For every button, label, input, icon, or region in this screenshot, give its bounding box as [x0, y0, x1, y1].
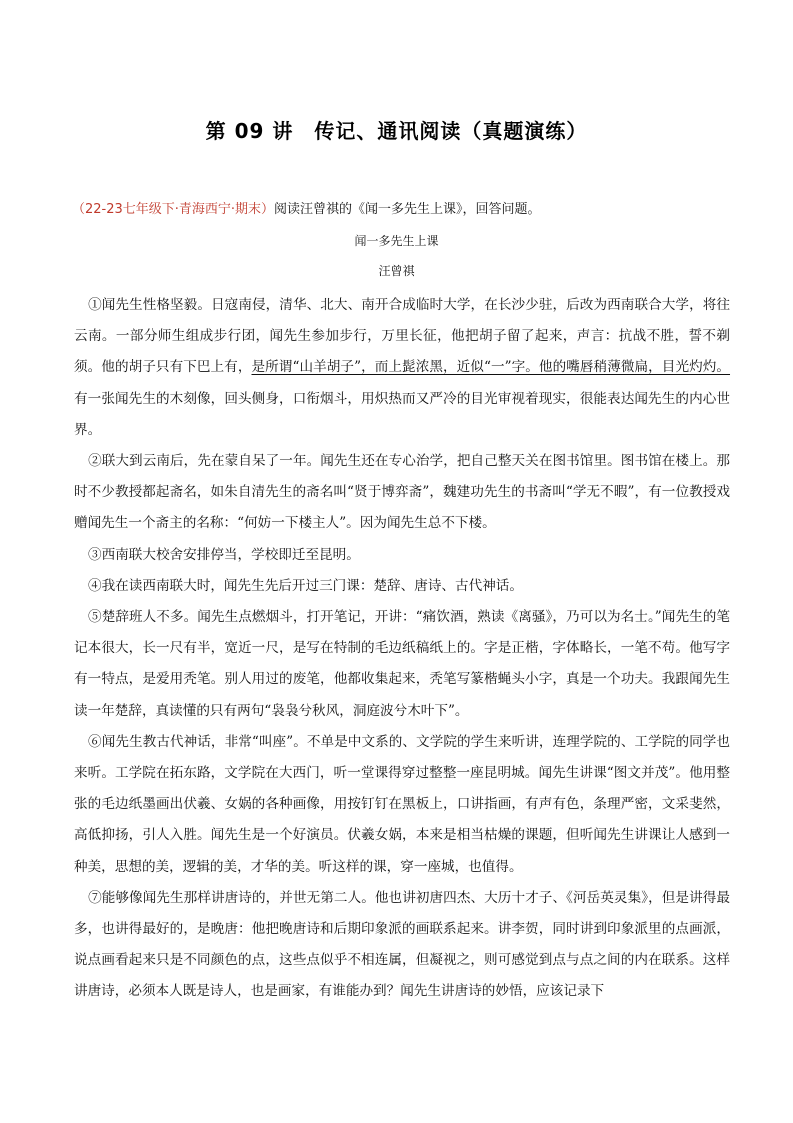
paragraph-2: ②联大到云南后，先在蒙自呆了一年。闻先生还在专心治学，把自己整天关在图书馆里。图书馆在楼上。那时不少教授都起斋名，如朱自清先生的斋名叫“贤于博弈斋”，魏建功先生的书斋叫“学无不暇”，有一位教授戏赠闻先生一个斋主的名称：“何妨一下楼主人”。因为闻先生总不下楼。: [74, 453, 730, 532]
paragraph-3: ③西南联大校舍安排停当，学校即迁至昆明。: [88, 546, 360, 563]
paragraph-4: ④我在读西南联大时，闻先生先后开过三门课：楚辞、唐诗、古代神话。: [88, 577, 523, 594]
article-body: [74, 290, 730, 1008]
paragraph-5: ⑤楚辞班人不多。闻先生点燃烟斗，打开笔记，开讲：“痛饮酒，熟读《离骚》，乃可以为名士。”闻先生的笔记本很大，长一尺有半，宽近一尺，是写在特制的毛边纸稿纸上的。字是正楷，字体略长，一笔不苟。他写字有一特点，是爱用秃笔。别人用过的废笔，他都收集起来，秃笔写篆楷蝇头小字，真是一个功夫。我跟闻先生读一年楚辞，真读懂的只有两句“袅袅兮秋风，洞庭波兮木叶下”。: [74, 609, 730, 719]
paragraph-1: ①闻先生性格坚毅。日寇南侵，清华、北大、南开合成临时大学，在长沙少驻，后改为西南联合大学，将往云南。一部分师生组成步行团，闻先生参加步行，万里长征，他把胡子留了起来，声言：抗战不胜，誓不剃须。他的胡子只有下巴上有，是所谓“山羊胡子”，而上髭浓黑，近似“一”字。他的嘴唇稍薄微扁，目光灼灼。有一张闻先生的木刻像，回头侧身，口衔烟斗，用炽热而又严冷的目光审视着现实，很能表达闻先生的内心世界。: [74, 297, 731, 438]
question-source: （22-23七年级下·青海西宁·期末）: [72, 202, 275, 217]
article-title: 闻一多先生上课: [354, 234, 439, 248]
underlined-passage: 是所谓“山羊胡子”，而上髭浓黑，近似“一”字。他的嘴唇稍薄微扁，目光灼灼。: [251, 359, 731, 376]
page-title: 第 09 讲 传记、通讯阅读（真题演练）: [205, 119, 588, 143]
question-intro: [72, 198, 732, 217]
article-author: 汪曾祺: [378, 264, 415, 278]
paragraph-6: ⑥闻先生教古代神话，非常“叫座”。不单是中文系的、文学院的学生来听讲，连理学院的、工学院的同学也来听。工学院在拓东路，文学院在大西门，听一堂课得穿过整整一座昆明城。闻先生讲课“图文并茂”。他用整张的毛边纸墨画出伏羲、女娲的各种画像，用按钉钉在黑板上，口讲指画，有声有色，条理严密，文采斐然，高低抑扬，引人入胜。闻先生是一个好演员。伏羲女娲，本来是相当枯燥的课题，但听闻先生讲课让人感到一种美，思想的美，逻辑的美，才华的美。听这样的课，穿一座城，也值得。: [74, 733, 730, 875]
question-prompt: 阅读汪曾祺的《闻一多先生上课》，回答问题。: [274, 202, 541, 217]
paragraph-7: ⑦能够像闻先生那样讲唐诗的，并世无第二人。他也讲初唐四杰、大历十才子、《河岳英灵集》，但是讲得最多，也讲得最好的，是晚唐：他把晚唐诗和后期印象派的画联系起来。讲李贺，同时讲到印象派里的点画派，说点画看起来只是不同颜色的点，这些点似乎不相连属，但凝视之，则可感觉到点与点之间的内在联系。这样讲唐诗，必须本人既是诗人，也是画家，有谁能办到？闻先生讲唐诗的妙悟，应该记录下: [74, 889, 730, 1000]
